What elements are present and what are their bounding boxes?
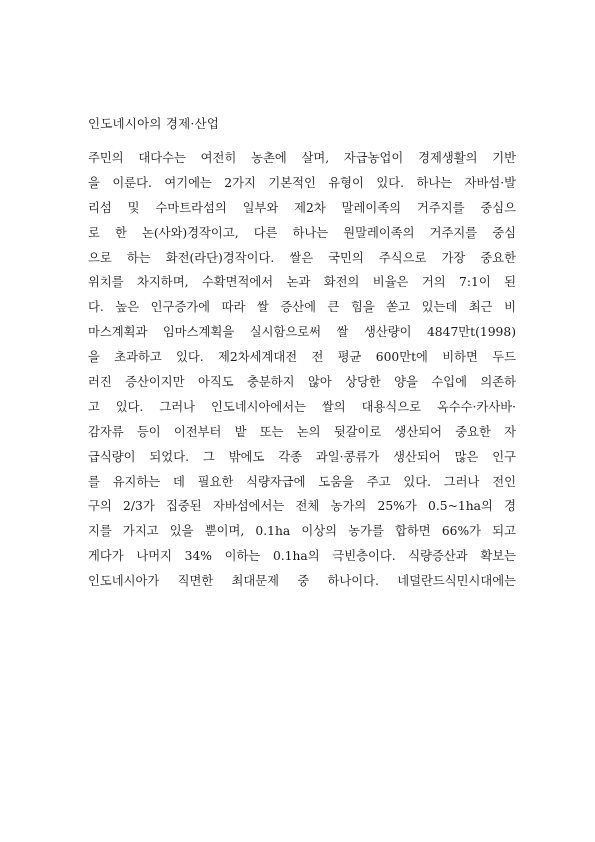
- body-line: 주민의 대다수는 여전히 농촌에 살며, 자급농업이 경제생활의 기반: [88, 151, 516, 165]
- document-title: 인도네시아의 경제·산업: [88, 116, 220, 131]
- body-line: 구의 2/3가 집중된 자바섬에서는 전체 농가의 25%가 0.5~1ha의 경: [88, 499, 516, 514]
- body-line: 위치를 차지하며, 수확면적에서 논과 화전의 비율은 거의 7:1이 된: [88, 275, 516, 290]
- body-line: 로 한 논(사와)경작이고, 다른 하나는 원말레이족의 거주지를 중심: [88, 225, 516, 240]
- body-line: 을 이룬다. 여기에는 2가지 기본적인 유형이 있다. 하나는 자바섬·발: [88, 175, 516, 190]
- body-line: 지를 가지고 있을 뿐이며, 0.1ha 이상의 농가를 합하면 66%가 되고: [88, 524, 516, 539]
- body-line: 인도네시아가 직면한 최대문제 중 하나이다. 네덜란드식민시대에는: [88, 574, 516, 589]
- body-line: 으로 하는 화전(라단)경작이다. 쌀은 국민의 주식으로 가장 중요한: [88, 250, 516, 265]
- body-line: 게다가 나머지 34% 이하는 0.1ha의 극빈층이다. 식량증산과 확보는: [88, 549, 516, 564]
- body-line: 를 유지하는 데 필요한 식량자급에 도움을 주고 있다. 그러나 전인: [88, 474, 516, 489]
- body-line: 급식량이 되었다. 그 밖에도 각종 과일·콩류가 생산되어 많은 인구: [88, 449, 516, 464]
- body-line: 리섬 및 수마트라섬의 일부와 제2차 말레이족의 거주지를 중심으: [88, 200, 516, 215]
- document-body: [88, 146, 516, 594]
- body-line: 다. 높은 인구증가에 따라 쌀 증산에 큰 힘을 쏟고 있는데 최근 비: [88, 300, 516, 315]
- body-line: 마스계획과 임마스계획을 실시함으로써 쌀 생산량이 4847만t(1998): [88, 325, 516, 340]
- body-line: 러진 증산이지만 아직도 충분하지 않아 상당한 양을 수입에 의존하: [88, 375, 516, 390]
- body-line: 감자류 등이 이전부터 밭 또는 논의 뒷갈이로 생산되어 중요한 자: [88, 424, 516, 439]
- body-line: 을 초과하고 있다. 제2차세계대전 전 평균 600만t에 비하면 두드: [88, 350, 516, 365]
- body-line: 고 있다. 그러나 인도네시아에서는 쌀의 대용식으로 옥수수·카사바·: [88, 399, 516, 414]
